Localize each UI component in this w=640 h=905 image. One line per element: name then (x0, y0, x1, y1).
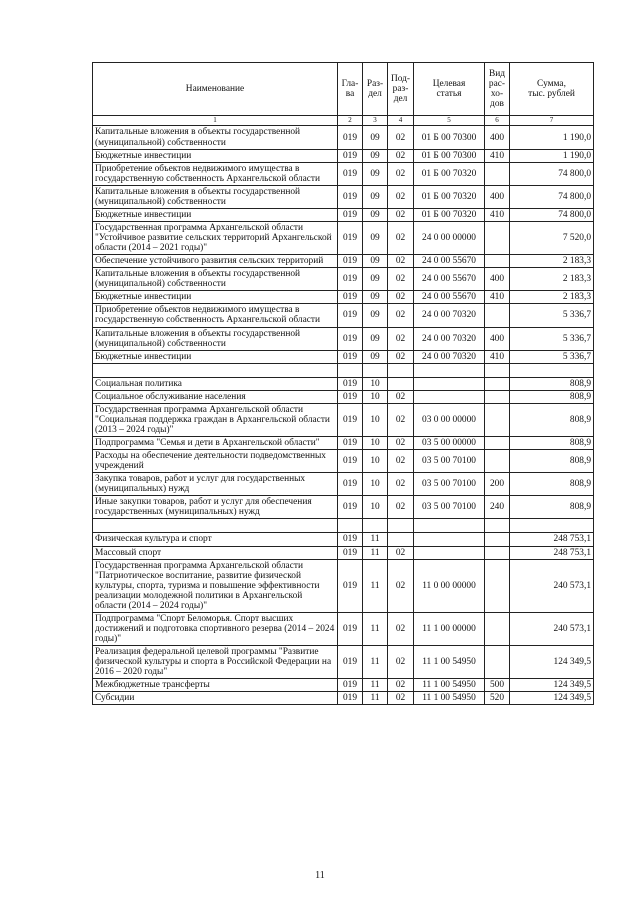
row-vid (485, 646, 510, 679)
row-razdel: 09 (363, 126, 388, 149)
row-sum (510, 519, 594, 533)
row-glava: 019 (338, 327, 363, 350)
row-razdel: 09 (363, 185, 388, 208)
row-razdel: 10 (363, 403, 388, 436)
row-glava: 019 (338, 377, 363, 390)
row-name: Приобретение объектов недвижимого имущества в государственную собственность Архангельской области (93, 304, 338, 327)
row-sum: 808,9 (510, 496, 594, 519)
table-row (93, 612, 594, 645)
row-vid (485, 377, 510, 390)
row-podrazdel: 02 (388, 473, 414, 496)
table-row (93, 403, 594, 436)
row-target: 03 5 00 70100 (414, 496, 485, 519)
row-glava: 019 (338, 390, 363, 403)
table-row (93, 496, 594, 519)
row-podrazdel: 02 (388, 546, 414, 559)
row-target: 01 Б 00 70320 (414, 208, 485, 221)
row-sum: 74 800,0 (510, 162, 594, 185)
row-glava: 019 (338, 162, 363, 185)
row-target: 11 1 00 00000 (414, 612, 485, 645)
row-name: Капитальные вложения в объекты государственной (муниципальной) собственности (93, 126, 338, 149)
row-vid: 410 (485, 350, 510, 363)
row-name: Социальное обслуживание населения (93, 390, 338, 403)
row-name: Реализация федеральной целевой программы "Развитие физической культуры и спорта в Российской Федерации на 2016 – 2020 годы" (93, 646, 338, 679)
row-razdel (363, 519, 388, 533)
row-vid: 400 (485, 268, 510, 291)
row-vid (485, 533, 510, 546)
row-glava (338, 363, 363, 377)
row-razdel: 11 (363, 692, 388, 705)
row-target: 11 1 00 54950 (414, 679, 485, 692)
row-razdel: 09 (363, 255, 388, 268)
row-glava: 019 (338, 268, 363, 291)
table-row (93, 268, 594, 291)
column-index: 6 (485, 116, 510, 126)
column-index: 4 (388, 116, 414, 126)
row-podrazdel: 02 (388, 291, 414, 304)
table-row (93, 679, 594, 692)
row-target: 24 0 00 55670 (414, 291, 485, 304)
row-vid (485, 519, 510, 533)
row-name: Бюджетные инвестиции (93, 291, 338, 304)
row-name: Массовый спорт (93, 546, 338, 559)
row-sum: 74 800,0 (510, 185, 594, 208)
table-row (93, 221, 594, 254)
row-podrazdel: 02 (388, 327, 414, 350)
row-razdel: 09 (363, 208, 388, 221)
row-razdel: 11 (363, 546, 388, 559)
row-podrazdel: 02 (388, 612, 414, 645)
row-name: Подпрограмма "Семья и дети в Архангельской области" (93, 437, 338, 450)
row-glava: 019 (338, 646, 363, 679)
row-sum: 2 183,3 (510, 291, 594, 304)
row-vid (485, 546, 510, 559)
row-vid (485, 363, 510, 377)
row-vid (485, 255, 510, 268)
row-target: 24 0 00 70320 (414, 327, 485, 350)
table-row (93, 450, 594, 473)
row-sum: 124 349,5 (510, 646, 594, 679)
row-target: 11 1 00 54950 (414, 692, 485, 705)
row-glava (338, 519, 363, 533)
row-podrazdel: 02 (388, 185, 414, 208)
row-glava: 019 (338, 291, 363, 304)
row-vid (485, 390, 510, 403)
row-glava: 019 (338, 185, 363, 208)
row-vid: 400 (485, 327, 510, 350)
row-target: 24 0 00 55670 (414, 255, 485, 268)
row-podrazdel: 02 (388, 255, 414, 268)
row-glava: 019 (338, 255, 363, 268)
row-sum: 240 573,1 (510, 612, 594, 645)
header-row (93, 63, 594, 116)
row-razdel: 10 (363, 377, 388, 390)
row-glava: 019 (338, 533, 363, 546)
row-name: Субсидии (93, 692, 338, 705)
row-sum: 124 349,5 (510, 692, 594, 705)
row-vid (485, 450, 510, 473)
header-target: Целевая статья (414, 63, 485, 116)
row-podrazdel: 02 (388, 559, 414, 612)
column-index: 2 (338, 116, 363, 126)
row-vid: 410 (485, 291, 510, 304)
row-target (414, 519, 485, 533)
row-podrazdel: 02 (388, 162, 414, 185)
row-target: 01 Б 00 70300 (414, 149, 485, 162)
row-sum: 5 336,7 (510, 327, 594, 350)
row-podrazdel: 02 (388, 450, 414, 473)
row-sum: 2 183,3 (510, 255, 594, 268)
row-razdel: 11 (363, 533, 388, 546)
table-row (93, 255, 594, 268)
row-razdel: 09 (363, 149, 388, 162)
row-sum: 808,9 (510, 473, 594, 496)
row-razdel: 10 (363, 496, 388, 519)
row-podrazdel: 02 (388, 221, 414, 254)
row-target: 03 0 00 00000 (414, 403, 485, 436)
column-index: 7 (510, 116, 594, 126)
blank-row (93, 363, 594, 377)
row-name (93, 363, 338, 377)
row-target (414, 377, 485, 390)
row-target (414, 390, 485, 403)
row-sum: 808,9 (510, 450, 594, 473)
table-row (93, 185, 594, 208)
row-glava: 019 (338, 692, 363, 705)
row-razdel: 10 (363, 437, 388, 450)
row-podrazdel: 02 (388, 646, 414, 679)
row-podrazdel: 02 (388, 437, 414, 450)
row-razdel: 09 (363, 291, 388, 304)
row-razdel: 09 (363, 162, 388, 185)
row-target: 01 Б 00 70320 (414, 162, 485, 185)
column-index-row (93, 116, 594, 126)
table-row (93, 559, 594, 612)
row-vid (485, 304, 510, 327)
row-target: 01 Б 00 70320 (414, 185, 485, 208)
row-glava: 019 (338, 208, 363, 221)
row-vid: 520 (485, 692, 510, 705)
row-sum: 5 336,7 (510, 304, 594, 327)
table-row (93, 390, 594, 403)
row-razdel: 11 (363, 679, 388, 692)
table-row (93, 437, 594, 450)
row-razdel: 11 (363, 612, 388, 645)
row-vid (485, 221, 510, 254)
row-vid: 500 (485, 679, 510, 692)
row-name: Капитальные вложения в объекты государственной (муниципальной) собственности (93, 327, 338, 350)
row-name: Государственная программа Архангельской области "Устойчивое развитие сельских территорий Архангельской области (2014 – 2021 годы)" (93, 221, 338, 254)
row-name: Капитальные вложения в объекты государственной (муниципальной) собственности (93, 185, 338, 208)
row-vid: 400 (485, 185, 510, 208)
row-glava: 019 (338, 679, 363, 692)
row-podrazdel: 02 (388, 350, 414, 363)
row-target: 01 Б 00 70300 (414, 126, 485, 149)
row-vid: 240 (485, 496, 510, 519)
row-sum: 1 190,0 (510, 149, 594, 162)
table-row (93, 149, 594, 162)
header-podrazdel: Под- раз- дел (388, 63, 414, 116)
row-name: Государственная программа Архангельской области "Социальная поддержка граждан в Архангельской области (2013 – 2024 годы)" (93, 403, 338, 436)
table-row (93, 304, 594, 327)
row-sum: 2 183,3 (510, 268, 594, 291)
row-sum: 808,9 (510, 437, 594, 450)
row-podrazdel: 02 (388, 692, 414, 705)
table-row (93, 162, 594, 185)
row-podrazdel: 02 (388, 208, 414, 221)
row-name: Расходы на обеспечение деятельности подведомственных учреждений (93, 450, 338, 473)
row-razdel: 09 (363, 304, 388, 327)
table-row (93, 692, 594, 705)
table-row (93, 473, 594, 496)
row-glava: 019 (338, 403, 363, 436)
row-podrazdel (388, 377, 414, 390)
row-glava: 019 (338, 437, 363, 450)
row-target: 11 1 00 54950 (414, 646, 485, 679)
header-glava: Гла- ва (338, 63, 363, 116)
row-glava: 019 (338, 221, 363, 254)
row-sum: 7 520,0 (510, 221, 594, 254)
row-sum: 808,9 (510, 403, 594, 436)
table-row (93, 377, 594, 390)
row-target: 03 5 00 00000 (414, 437, 485, 450)
row-glava: 019 (338, 496, 363, 519)
row-razdel: 11 (363, 646, 388, 679)
row-target: 24 0 00 70320 (414, 350, 485, 363)
row-vid (485, 559, 510, 612)
row-podrazdel: 02 (388, 126, 414, 149)
row-sum: 124 349,5 (510, 679, 594, 692)
row-razdel: 10 (363, 390, 388, 403)
row-name: Приобретение объектов недвижимого имущества в государственную собственность Архангельской области (93, 162, 338, 185)
row-glava: 019 (338, 473, 363, 496)
row-vid: 400 (485, 126, 510, 149)
row-sum: 240 573,1 (510, 559, 594, 612)
row-podrazdel: 02 (388, 403, 414, 436)
row-razdel (363, 363, 388, 377)
row-name: Бюджетные инвестиции (93, 208, 338, 221)
row-sum: 74 800,0 (510, 208, 594, 221)
row-name: Закупка товаров, работ и услуг для государственных (муниципальных) нужд (93, 473, 338, 496)
row-sum: 808,9 (510, 377, 594, 390)
budget-table (92, 62, 594, 705)
table-row (93, 208, 594, 221)
row-podrazdel: 02 (388, 390, 414, 403)
row-sum: 248 753,1 (510, 546, 594, 559)
row-glava: 019 (338, 559, 363, 612)
row-name: Обеспечение устойчивого развития сельских территорий (93, 255, 338, 268)
blank-row (93, 519, 594, 533)
row-podrazdel (388, 533, 414, 546)
row-vid: 410 (485, 149, 510, 162)
row-vid (485, 403, 510, 436)
table-row (93, 291, 594, 304)
row-name: Подпрограмма "Спорт Беломорья. Спорт высших достижений и подготовка спортивного резерва (2014 – 2024 годы)" (93, 612, 338, 645)
row-name: Иные закупки товаров, работ и услуг для обеспечения государственных (муниципальных) нужд (93, 496, 338, 519)
row-name: Капитальные вложения в объекты государственной (муниципальной) собственности (93, 268, 338, 291)
row-podrazdel (388, 519, 414, 533)
row-name: Физическая культура и спорт (93, 533, 338, 546)
row-vid: 200 (485, 473, 510, 496)
table-row (93, 546, 594, 559)
table-row (93, 646, 594, 679)
column-index: 1 (93, 116, 338, 126)
row-name: Бюджетные инвестиции (93, 149, 338, 162)
row-name: Бюджетные инвестиции (93, 350, 338, 363)
row-podrazdel: 02 (388, 304, 414, 327)
header-sum: Сумма, тыс. рублей (510, 63, 594, 116)
row-target: 03 5 00 70100 (414, 450, 485, 473)
row-vid (485, 162, 510, 185)
row-name: Государственная программа Архангельской области "Патриотическое воспитание, развитие физической культуры, спорта, туризма и повышение эффективности реализации молодежной политики в Архангельской области (2014 – 2024 годы)" (93, 559, 338, 612)
row-glava: 019 (338, 612, 363, 645)
table-row (93, 126, 594, 149)
row-target (414, 363, 485, 377)
row-target: 11 0 00 00000 (414, 559, 485, 612)
row-name: Межбюджетные трансферты (93, 679, 338, 692)
table-body (93, 126, 594, 705)
row-vid: 410 (485, 208, 510, 221)
row-name (93, 519, 338, 533)
row-razdel: 09 (363, 350, 388, 363)
row-glava: 019 (338, 126, 363, 149)
row-sum: 248 753,1 (510, 533, 594, 546)
row-razdel: 11 (363, 559, 388, 612)
row-target: 24 0 00 70320 (414, 304, 485, 327)
header-vid: Вид рас- хо- дов (485, 63, 510, 116)
row-target (414, 546, 485, 559)
row-podrazdel: 02 (388, 268, 414, 291)
row-glava: 019 (338, 350, 363, 363)
column-index: 5 (414, 116, 485, 126)
row-glava: 019 (338, 149, 363, 162)
page-number: 11 (315, 870, 325, 881)
row-razdel: 09 (363, 221, 388, 254)
row-name: Социальная политика (93, 377, 338, 390)
row-podrazdel: 02 (388, 679, 414, 692)
row-razdel: 09 (363, 268, 388, 291)
header-name: Наименование (93, 63, 338, 116)
row-podrazdel: 02 (388, 496, 414, 519)
row-podrazdel: 02 (388, 149, 414, 162)
row-razdel: 10 (363, 473, 388, 496)
row-target: 03 5 00 70100 (414, 473, 485, 496)
row-sum: 808,9 (510, 390, 594, 403)
row-razdel: 10 (363, 450, 388, 473)
row-target (414, 533, 485, 546)
row-sum: 1 190,0 (510, 126, 594, 149)
row-target: 24 0 00 55670 (414, 268, 485, 291)
table-row (93, 533, 594, 546)
row-glava: 019 (338, 546, 363, 559)
row-podrazdel (388, 363, 414, 377)
row-vid (485, 437, 510, 450)
row-glava: 019 (338, 450, 363, 473)
row-vid (485, 612, 510, 645)
row-razdel: 09 (363, 327, 388, 350)
column-index: 3 (363, 116, 388, 126)
table-row (93, 350, 594, 363)
row-sum: 5 336,7 (510, 350, 594, 363)
row-target: 24 0 00 00000 (414, 221, 485, 254)
table-row (93, 327, 594, 350)
header-razdel: Раз- дел (363, 63, 388, 116)
row-glava: 019 (338, 304, 363, 327)
row-sum (510, 363, 594, 377)
